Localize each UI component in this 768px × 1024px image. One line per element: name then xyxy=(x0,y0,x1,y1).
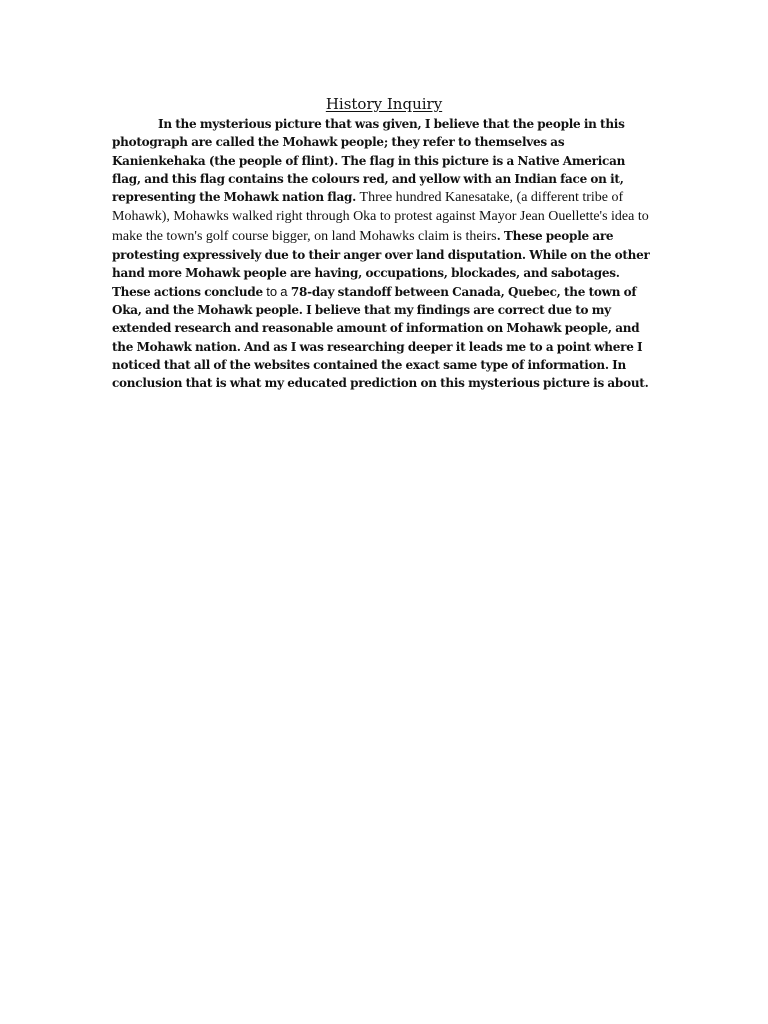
body-text-run: . These people are protesting expressively due to their anger over land disputation. While on the other hand more Mohawk people are having, occupations, blockades, and sabotages. These actions conclude xyxy=(112,228,650,299)
page-title: History Inquiry xyxy=(325,95,443,113)
body-text-run: 78-day standoff between Canada, Quebec, the town of Oka, and the Mohawk people. I believe that my findings are correct due to my extended research and reasonable amount of information on Mohawk people, and the Mohawk nation. And as I was researching deeper it leads me to a point where I noticed that all of the websites contained the exact same type of information. In conclusion that is what my educated prediction on this mysterious picture is about. xyxy=(112,284,649,391)
body-paragraph xyxy=(112,115,657,392)
body-text-run: In the mysterious picture that was given, I believe that the people in this photograph are called the Mohawk people; they refer to themselves as Kanienkehaka (the people of flint). The flag in this picture is a Native American flag, and this flag contains the colours red, and yellow with an Indian face on it, representing the Mohawk nation flag. xyxy=(112,117,626,205)
body-text-run: to a xyxy=(266,283,288,299)
body-text-run: Three hundred Kanesatake, (a different tribe of Mohawk), Mohawks walked right through Oka to protest against Mayor Jean Ouellette's idea to make the town's golf course bigger, on land Mohawks claim is theirs xyxy=(112,190,649,244)
